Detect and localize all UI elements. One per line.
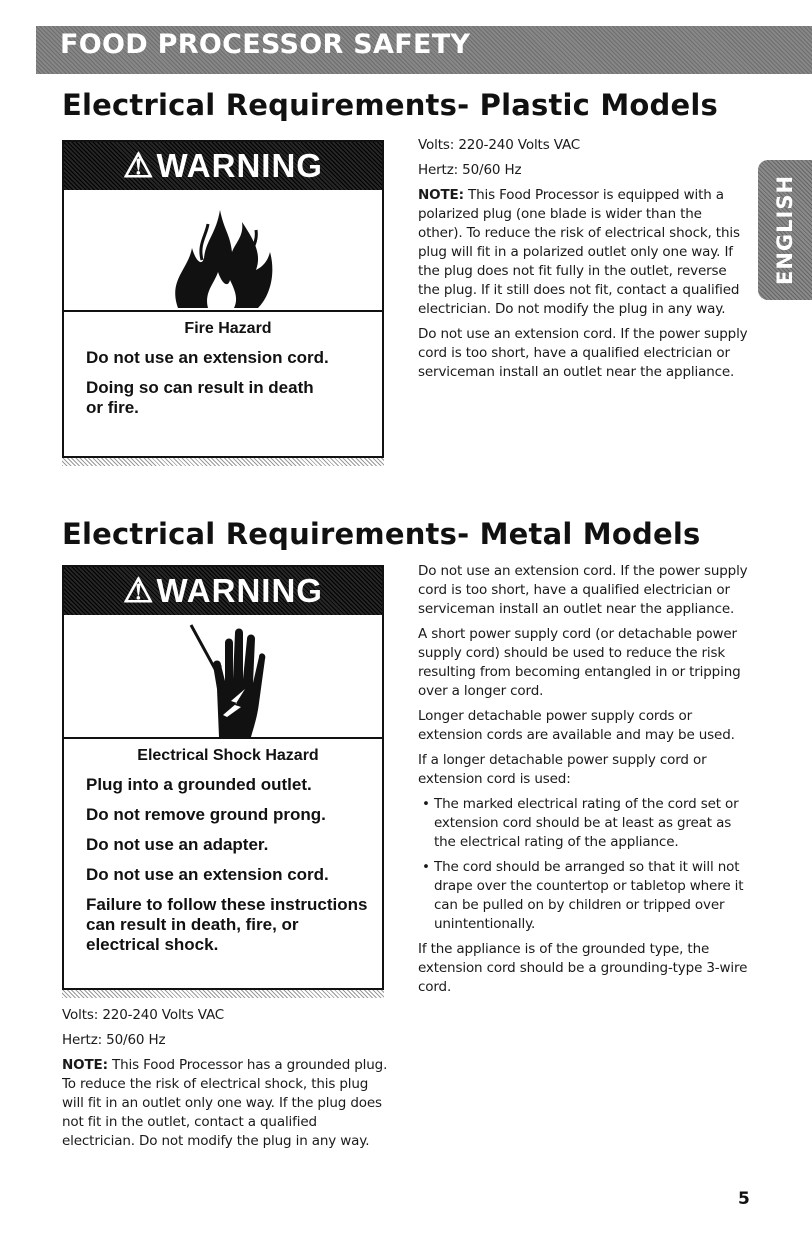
hertz-spec: Hertz: 50/60 Hz (62, 1032, 166, 1048)
box-shadow (62, 458, 384, 466)
metal-left-text (62, 1006, 392, 1157)
warning-label: WARNING (156, 572, 323, 609)
note-text: This Food Processor is equipped with a polarized plug (one blade is wider than the other). To reduce the risk of electrical shock, this plug will fit in a polarized outlet only one way. If the plug does not fit fully in the outlet, reverse the plug. If it still does not fit, contact a qualified electrician. Do not modify the plug in any way. (418, 187, 740, 317)
bullet-text: The cord should be arranged so that it will not drape over the countertop or tabletop where it can be pulled on by children or tripped over unintentionally. (434, 859, 744, 932)
warning-line: Do not use an extension cord. (86, 348, 329, 367)
note-paragraph (418, 186, 748, 319)
plastic-section-heading: Electrical Requirements- Plastic Models (62, 88, 718, 122)
bullet-item: • The marked electrical rating of the cord set or extension cord should be at least as great as the electrical rating of the appliance. (422, 796, 739, 850)
bullet-text: The marked electrical rating of the cord set or extension cord should be at least as great as the electrical rating of the appliance. (434, 796, 739, 850)
note-paragraph (62, 1056, 392, 1151)
fire-icon (64, 190, 382, 310)
warning-line: Do not remove ground prong. (86, 805, 326, 824)
warning-triangle-icon: ⚠ (123, 147, 155, 185)
extension-paragraph: Do not use an extension cord. If the power supply cord is too short, have a qualified electrician or serviceman install an outlet near the appliance. (418, 326, 748, 380)
fire-warning-box (62, 140, 384, 458)
hazard-title: Electrical Shock Hazard (137, 747, 319, 764)
plastic-body-text (418, 136, 748, 388)
electric-shock-icon (64, 615, 382, 737)
warning-header (64, 567, 382, 615)
language-tab-label: ENGLISH (773, 174, 797, 286)
warning-line: Failure to follow these instructions can result in death, fire, or electrical shock. (86, 895, 368, 954)
short-cord-paragraph: A short power supply cord (or detachable power supply cord) should be used to reduce the risk resulting from becoming entangled in or tripping over a longer cord. (418, 626, 741, 699)
shock-warning-box (62, 565, 384, 990)
grounded-paragraph: If the appliance is of the grounded type, the extension cord should be a grounding-type 3-wire cord. (418, 941, 748, 995)
warning-triangle-icon: ⚠ (123, 572, 155, 610)
warning-line: Do not use an adapter. (86, 835, 269, 854)
warning-header (64, 142, 382, 190)
warning-line: Do not use an extension cord. (86, 865, 329, 884)
volts-spec: Volts: 220-240 Volts VAC (418, 137, 581, 153)
box-shadow (62, 990, 384, 998)
bullet-item: • The cord should be arranged so that it will not drape over the countertop or tabletop where it can be pulled on by children or tripped over unintentionally. (422, 859, 744, 932)
warning-line: Doing so can result in death or fire. (86, 378, 314, 417)
warning-text (64, 739, 382, 955)
longer-cord-paragraph: Longer detachable power supply cords or extension cords are available and may be used. (418, 708, 735, 743)
hertz-spec: Hertz: 50/60 Hz (418, 162, 522, 178)
extension-paragraph: Do not use an extension cord. If the power supply cord is too short, have a qualified electrician or serviceman install an outlet near the appliance. (418, 563, 748, 617)
page-number: 5 (738, 1189, 750, 1209)
note-label: NOTE: (418, 187, 464, 203)
if-used-paragraph: If a longer detachable power supply cord or extension cord is used: (418, 752, 707, 787)
warning-label: WARNING (156, 147, 323, 184)
note-label: NOTE: (62, 1057, 108, 1073)
warning-line: Plug into a grounded outlet. (86, 775, 312, 794)
metal-right-text (418, 562, 748, 1003)
volts-spec: Volts: 220-240 Volts VAC (62, 1007, 225, 1023)
metal-section-heading: Electrical Requirements- Metal Models (62, 517, 701, 551)
warning-text (64, 312, 382, 418)
page-title: FOOD PROCESSOR SAFETY (60, 29, 471, 60)
hazard-title: Fire Hazard (184, 320, 272, 337)
note-text: This Food Processor has a grounded plug. To reduce the risk of electrical shock, this plug will fit in an outlet only one way. If the plug does not fit in the outlet, contact a qualified electrician. Do not modify the plug in any way. (62, 1057, 388, 1149)
